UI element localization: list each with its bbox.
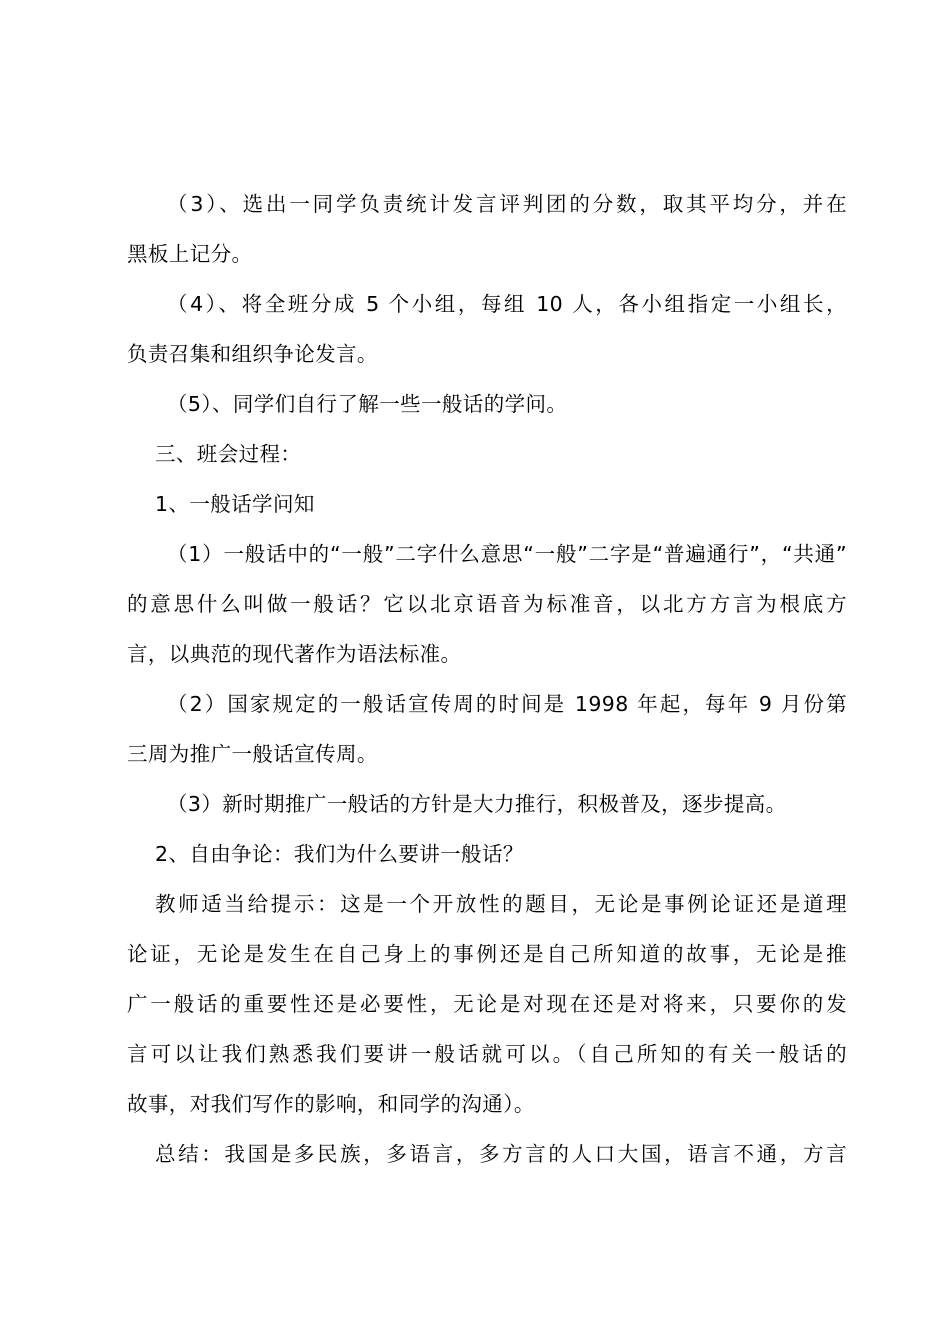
paragraph-line: 黑板上记分。 bbox=[127, 242, 253, 266]
paragraph-line: （1）一般话中的“一般”二字什么意思“一般”二字是“普遍通行”，“共通” bbox=[167, 542, 847, 566]
paragraph-line: 广一般话的重要性还是必要性，无论是对现在还是对将来，只要你的发 bbox=[127, 992, 847, 1016]
paragraph-line: （4）、将全班分成 5 个小组，每组 10 人，各小组指定一小组长， bbox=[167, 292, 847, 316]
paragraph-line: 言，以典范的现代著作为语法标准。 bbox=[127, 642, 462, 666]
subsection-heading: 2、自由争论：我们为什么要讲一般话？ bbox=[155, 842, 524, 866]
paragraph-line: 言可以让我们熟悉我们要讲一般话就可以。（自己所知的有关一般话的 bbox=[127, 1042, 847, 1066]
section-heading: 三、班会过程： bbox=[155, 442, 302, 466]
paragraph-line: 论证，无论是发生在自己身上的事例还是自己所知道的故事，无论是推 bbox=[127, 942, 847, 966]
paragraph-line: 的意思什么叫做一般话？它以北京语音为标准音，以北方方言为根底方 bbox=[127, 592, 847, 616]
paragraph-line: （3）、选出一同学负责统计发言评判团的分数，取其平均分，并在 bbox=[167, 192, 847, 216]
paragraph-line: （3）新时期推广一般话的方针是大力推行，积极普及，逐步提高。 bbox=[167, 792, 787, 816]
paragraph-line: （5）、同学们自行了解一些一般话的学问。 bbox=[167, 392, 568, 416]
paragraph-line: （2）国家规定的一般话宣传周的时间是 1998 年起，每年 9 月份第 bbox=[167, 692, 847, 716]
subsection-heading: 1、一般话学问知 bbox=[155, 492, 315, 516]
paragraph-line: 总结：我国是多民族，多语言，多方言的人口大国，语言不通，方言 bbox=[155, 1142, 847, 1166]
paragraph-line: 负责召集和组织争论发言。 bbox=[127, 342, 378, 366]
paragraph-line: 三周为推广一般话宣传周。 bbox=[127, 742, 378, 766]
paragraph-line: 教师适当给提示：这是一个开放性的题目，无论是事例论证还是道理 bbox=[155, 892, 847, 916]
paragraph-line: 故事，对我们写作的影响，和同学的沟通）。 bbox=[127, 1092, 535, 1116]
